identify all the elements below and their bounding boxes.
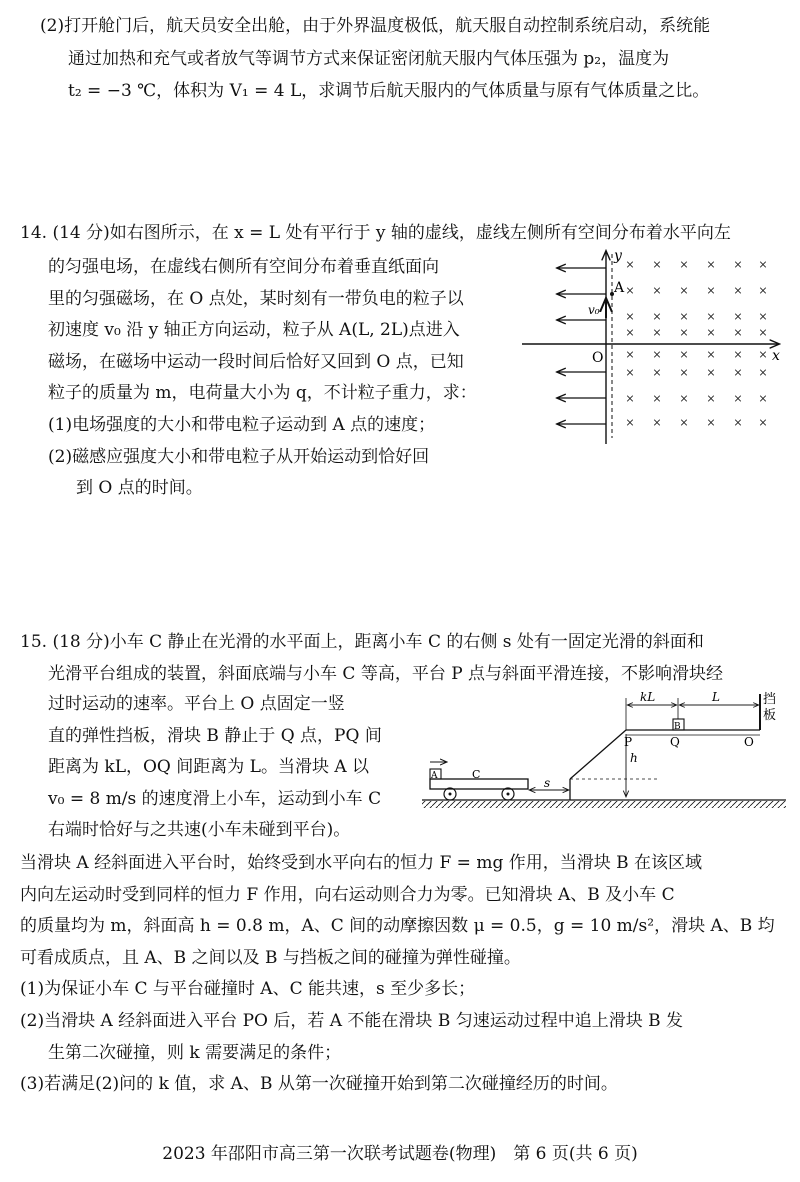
label-O: O: [592, 350, 604, 366]
svg-text:×: ×: [652, 284, 662, 297]
ground-hatch: [422, 801, 786, 808]
q13-part2-line-1: (2)打开舱门后，航天员安全出舱，由于外界温度极低，航天服自动控制系统启动，系统能: [40, 16, 711, 36]
svg-text:×: ×: [625, 310, 635, 323]
label-Q: Q: [670, 735, 680, 749]
q14-line: 磁场，在磁场中运动一段时间后恰好又回到 O 点，已知: [48, 351, 464, 372]
q15-sub2-cont: 生第二次碰撞，则 k 需要满足的条件；: [48, 1042, 342, 1063]
svg-text:×: ×: [758, 366, 768, 379]
svg-text:×: ×: [758, 348, 768, 361]
svg-text:×: ×: [733, 258, 743, 271]
svg-text:×: ×: [679, 310, 689, 323]
label-baffle-2: 板: [763, 708, 777, 723]
svg-text:×: ×: [652, 416, 662, 429]
svg-text:×: ×: [625, 416, 635, 429]
label-y: y: [614, 248, 622, 264]
label-h: h: [630, 751, 638, 765]
q15-line: 直的弹性挡板，滑块 B 静止于 Q 点，PQ 间: [48, 725, 382, 746]
q15-line-2: 光滑平台组成的装置，斜面底端与小车 C 等高，平台 P 点与斜面平滑连接，不影响滑块经: [48, 664, 724, 684]
svg-text:×: ×: [733, 416, 743, 429]
svg-text:×: ×: [733, 366, 743, 379]
svg-text:×: ×: [758, 258, 768, 271]
q15-line: 当滑块 A 经斜面进入平台时，始终受到水平向右的恒力 F = mg 作用，当滑块 B 在该区域: [20, 853, 703, 873]
page-footer: 2023 年邵阳市高三第一次联考试题卷(物理) 第 6 页(共 6 页): [162, 1144, 638, 1164]
q14-field-figure: [520, 248, 785, 448]
label-s: s: [544, 776, 551, 790]
q14-line-1: 14. (14 分)如右图所示，在 x = L 处有平行于 y 轴的虚线，虚线左侧所有空间分布着水平向左: [20, 223, 731, 243]
svg-text:×: ×: [625, 284, 635, 297]
label-A: A: [431, 771, 438, 781]
svg-text:×: ×: [679, 258, 689, 271]
label-O: O: [744, 735, 754, 749]
q15-text-block-left: [48, 689, 382, 847]
svg-text:×: ×: [652, 348, 662, 361]
svg-text:×: ×: [733, 310, 743, 323]
svg-text:×: ×: [733, 392, 743, 405]
q15-sub2: (2)当滑块 A 经斜面进入平台 PO 后，若 A 不能在滑块 B 匀速运动过程中追上滑块 B 发: [20, 1010, 684, 1031]
label-x: x: [772, 348, 780, 364]
svg-text:×: ×: [758, 284, 768, 297]
svg-text:×: ×: [679, 348, 689, 361]
q14-sub2: (2)磁感应强度大小和带电粒子从开始运动到恰好回: [48, 446, 430, 467]
svg-text:×: ×: [706, 284, 716, 297]
q15-cart-ramp-figure: [420, 686, 790, 818]
q15-text-block-full: [20, 848, 775, 1101]
svg-text:×: ×: [679, 416, 689, 429]
ramp-slope: [570, 730, 626, 779]
label-B: B: [674, 722, 681, 732]
svg-text:×: ×: [733, 326, 743, 339]
svg-text:×: ×: [758, 310, 768, 323]
q15-line: 的质量均为 m，斜面高 h = 0.8 m，A、C 间的动摩擦因数 μ = 0.5，g = 10 m/s²，滑块 A、B 均: [20, 916, 775, 937]
q14-line: 初速度 v₀ 沿 y 轴正方向运动，粒子从 A(L, 2L)点进入: [48, 320, 460, 341]
svg-text:×: ×: [758, 392, 768, 405]
q15-sub1: (1)为保证小车 C 与平台碰撞时 A、C 能共速，s 至少多长；: [20, 979, 476, 1000]
q14-line: 的匀强电场，在虚线右侧所有空间分布着垂直纸面向: [48, 257, 439, 277]
q15-line: 右端时恰好与之共速(小车未碰到平台)。: [48, 820, 351, 841]
label-C: C: [472, 768, 481, 781]
svg-text:×: ×: [758, 416, 768, 429]
svg-text:×: ×: [706, 392, 716, 405]
label-kL: kL: [640, 690, 656, 704]
q14-sub2-cont: 到 O 点的时间。: [76, 478, 203, 499]
label-A: A: [614, 280, 625, 296]
q15-line: 可看成质点，且 A、B 之间以及 B 与挡板之间的碰撞为弹性碰撞。: [20, 947, 521, 968]
q14-line: 里的匀强磁场，在 O 点处，某时刻有一带负电的粒子以: [48, 288, 464, 309]
cart-wheel-left-hub: [449, 793, 452, 796]
label-baffle-1: 挡: [763, 692, 777, 707]
label-P: P: [624, 735, 633, 749]
svg-text:×: ×: [733, 284, 743, 297]
q14-text-block: [48, 252, 477, 505]
svg-text:×: ×: [625, 366, 635, 379]
svg-text:×: ×: [679, 366, 689, 379]
svg-text:×: ×: [706, 366, 716, 379]
svg-text:×: ×: [679, 326, 689, 339]
q13-part2-line-3: t₂ = −3 ℃，体积为 V₁ = 4 L，求调节后航天服内的气体质量与原有气体质量之比。: [68, 81, 710, 101]
q15-line: 内向左运动时受到同样的恒力 F 作用，向右运动则合力为零。已知滑块 A、B 及小车 C: [20, 884, 675, 905]
svg-text:×: ×: [758, 326, 768, 339]
svg-text:×: ×: [625, 258, 635, 271]
cart-wheel-right-hub: [507, 793, 510, 796]
q15-line: 距离为 kL，OQ 间距离为 L。当滑块 A 以: [48, 757, 370, 778]
label-L: L: [712, 690, 720, 704]
svg-text:×: ×: [625, 348, 635, 361]
svg-text:×: ×: [706, 416, 716, 429]
q13-part2-line-2: 通过加热和充气或者放气等调节方式来保证密闭航天服内气体压强为 p₂，温度为: [68, 49, 670, 69]
svg-text:×: ×: [706, 310, 716, 323]
q15-sub3: (3)若满足(2)问的 k 值，求 A、B 从第一次碰撞开始到第二次碰撞经历的时间。: [20, 1074, 618, 1095]
svg-text:×: ×: [679, 392, 689, 405]
svg-text:×: ×: [652, 366, 662, 379]
svg-text:×: ×: [625, 326, 635, 339]
q14-line: 粒子的质量为 m，电荷量大小为 q，不计粒子重力，求：: [48, 383, 477, 404]
svg-text:×: ×: [652, 326, 662, 339]
q15-line: v₀ = 8 m/s 的速度滑上小车，运动到小车 C: [48, 788, 382, 809]
svg-text:×: ×: [625, 392, 635, 405]
label-v0: v₀: [588, 303, 600, 317]
svg-text:×: ×: [706, 258, 716, 271]
q14-sub1: (1)电场强度的大小和带电粒子运动到 A 点的速度；: [48, 414, 436, 435]
svg-text:×: ×: [706, 348, 716, 361]
svg-text:×: ×: [652, 310, 662, 323]
svg-text:×: ×: [652, 258, 662, 271]
svg-text:×: ×: [679, 284, 689, 297]
svg-text:×: ×: [706, 326, 716, 339]
svg-text:×: ×: [652, 392, 662, 405]
electric-field-lines: [558, 268, 606, 424]
q15-line: 过时运动的速率。平台上 O 点固定一竖: [48, 694, 345, 714]
q15-line-1: 15. (18 分)小车 C 静止在光滑的水平面上，距离小车 C 的右侧 s 处有一固定光滑的斜面和: [20, 632, 704, 652]
svg-text:×: ×: [733, 348, 743, 361]
